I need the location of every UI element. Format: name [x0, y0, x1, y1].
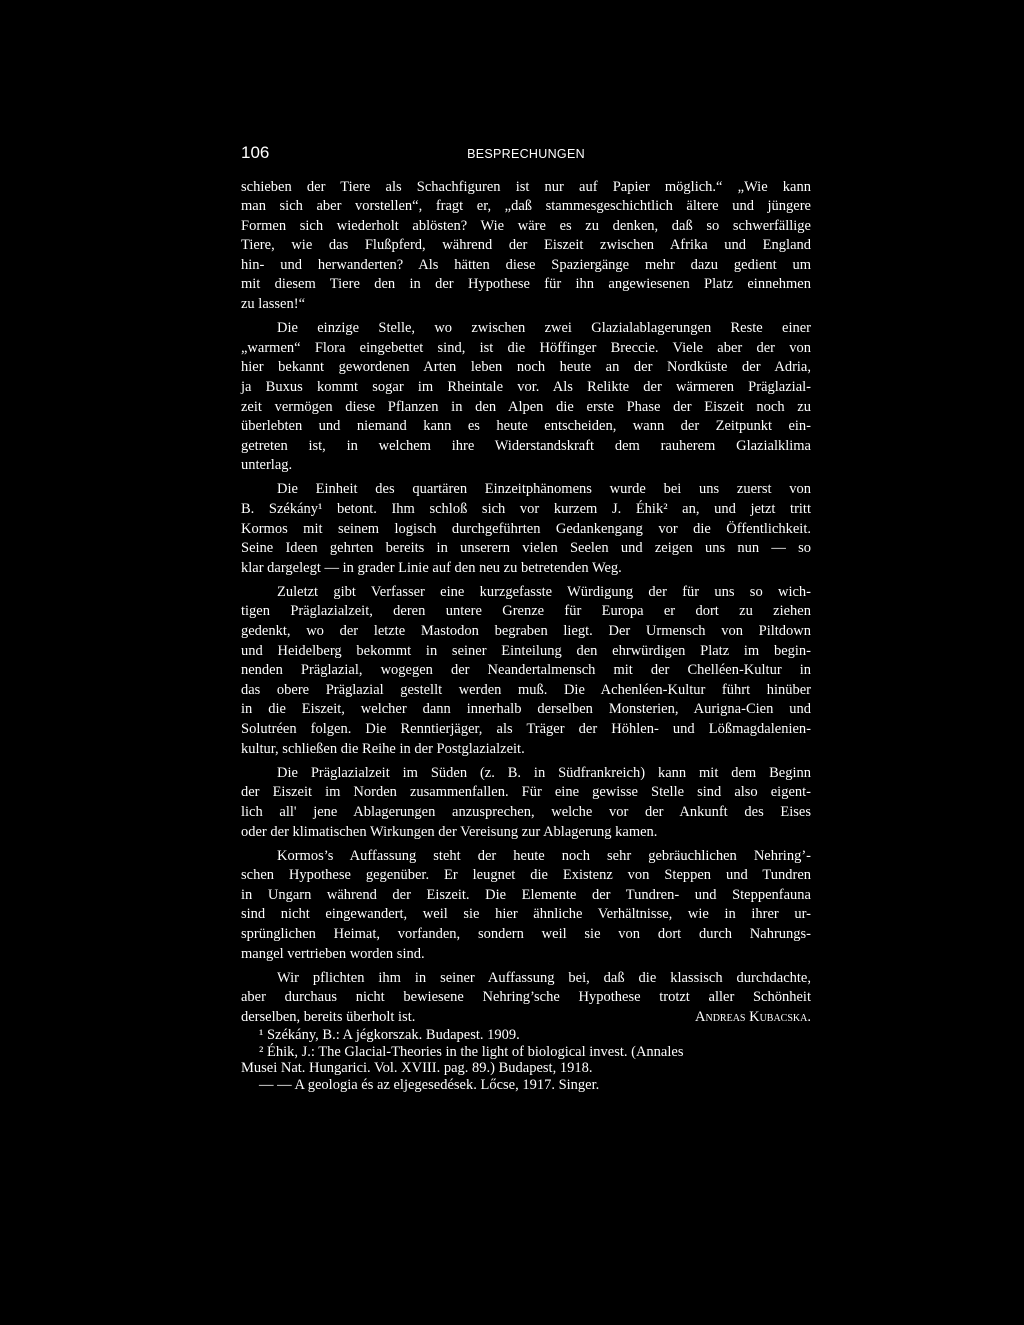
text-line: überlebten und niemand kann es heute entscheiden, wann der Zeitpunkt ein- — [241, 418, 811, 435]
text-line: klar dargelegt — in grader Linie auf den neu zu betretenden Weg. — [241, 559, 622, 576]
text-line: schen Hypothese gegenüber. Er leugnet die Existenz von Steppen und Tundren — [241, 867, 811, 884]
text-line: mit diesem Tiere den in der Hypothese für ihn angewiesenen Platz einnehmen — [241, 276, 811, 293]
text-line: Solutréen folgen. Die Renntierjäger, als Träger der Höhlen- und Lößmagdalenien- — [241, 721, 811, 738]
text-line: zu lassen!“ — [241, 296, 306, 313]
text-line: hier bekannt gewordenen Arten leben noch heute an der Nordküste der Adria, — [241, 359, 811, 376]
body-text — [241, 177, 811, 1027]
paragraph-4 — [241, 583, 811, 759]
text-line: Tiere, wie das Flußpferd, während der Eiszeit zwischen Afrika und England — [241, 237, 811, 254]
text-line: in die Eiszeit, welcher dann innerhalb derselben Monsterien, Aurigna-Cien und — [241, 701, 811, 718]
text-line — [241, 1008, 811, 1028]
footnote-2: ² Éhik, J.: The Glacial-Theories in the light of biological invest. (Annales — [259, 1043, 684, 1060]
footnotes — [241, 1027, 811, 1093]
paragraph-2 — [241, 319, 811, 476]
text-line: tigen Präglazialzeit, deren untere Grenze für Europa er dort zu ziehen — [241, 603, 811, 620]
footnote-2-cont: Musei Nat. Hungarici. Vol. XVIII. pag. 89.) Budapest, 1918. — [241, 1060, 593, 1077]
text-line: B. Székány¹ betont. Ihm schloß sich vor kurzem J. Éhik² an, und jetzt tritt — [241, 501, 811, 517]
text-line: „warmen“ Flora eingebettet sind, ist die Höffinger Breccie. Viele aber der von — [241, 339, 811, 356]
text-line: oder der klimatischen Wirkungen der Vereisung zur Ablagerung kamen. — [241, 823, 658, 840]
paragraph-7 — [241, 969, 811, 1028]
text-line: Die Einheit des quartären Einzeitphänomens wurde bei uns zuerst von — [277, 481, 811, 498]
author-signature: Andreas Kubacska. — [695, 1008, 811, 1025]
paragraph-5 — [241, 764, 811, 842]
text-line: der Eiszeit im Norden zusammenfallen. Für eine gewisse Stelle sind also eigent- — [241, 784, 811, 801]
text-line: mangel vertrieben worden sind. — [241, 945, 425, 962]
text-line: ja Buxus kommt sogar im Rheintale vor. Als Relikte der wärmeren Präglazial- — [241, 378, 811, 395]
text-line: zeit vermögen diese Pflanzen in den Alpen die erste Phase der Eiszeit noch zu — [241, 398, 811, 415]
text-line: sind nicht eingewandert, weil sie hier ähnliche Verhältnisse, wie in ihrer ur- — [241, 906, 811, 923]
text-line: Seine Ideen gehrten bereits in unserern vielen Seelen und zeigen uns nun — so — [241, 540, 811, 557]
text-line: Die einzige Stelle, wo zwischen zwei Glazialablagerungen Reste einer — [277, 320, 811, 337]
paragraph-6 — [241, 847, 811, 965]
page-number: 106 — [241, 143, 270, 162]
text-line: getreten ist, in welchem ihre Widerstandskraft dem rauherem Glazialklima — [241, 437, 811, 454]
text-line: Formen sich wiederholt ablösten? Wie wäre es zu denken, daß so schwerfällige — [241, 217, 811, 234]
text-line: nenden Präglazial, wogegen der Neandertalmensch mit der Chelléen-Kultur in — [241, 662, 811, 679]
text-line: kultur, schließen die Reihe in der Postglazialzeit. — [241, 740, 525, 757]
text-line: und Heidelberg bekommt in seiner Einteilung den ehrwürdigen Platz im begin- — [241, 642, 811, 659]
page-header — [241, 143, 811, 167]
text-line: Die Präglazialzeit im Süden (z. B. in Südfrankreich) kann mit dem Beginn — [277, 764, 811, 781]
text-line: aber durchaus nicht bewiesene Nehring’sche Hypothese trotzt aller Schönheit — [241, 989, 811, 1006]
text-line: Wir pflichten ihm in seiner Auffassung bei, daß die klassisch durchdachte, — [277, 969, 811, 986]
text-line: man sich aber vorstellen“, fragt er, „daß stammesgeschichtlich ältere und jüngere — [241, 198, 811, 215]
text-line: sprünglichen Heimat, vorfanden, sondern weil sie von dort durch Nahrungs- — [241, 925, 811, 942]
text-line: lich all' jene Ablagerungen anzusprechen, welche vor der Ankunft des Eises — [241, 803, 811, 820]
paragraph-3 — [241, 480, 811, 578]
closing-text: derselben, bereits überholt ist. — [241, 1008, 416, 1025]
text-line: Kormos mit seinem logisch durchgeführten Gedankengang vor die Öffentlichkeit. — [241, 520, 811, 537]
text-line: unterlag. — [241, 457, 293, 474]
paragraph-1 — [241, 178, 811, 315]
text-line: Kormos’s Auffassung steht der heute noch sehr gebräuchlichen Nehring’- — [277, 847, 811, 864]
text-line: hin- und herwanderten? Als hätten diese Spaziergänge mehr dazu gedient um — [241, 256, 811, 273]
text-line: gedenkt, wo der letzte Mastodon begraben liegt. Der Urmensch von Piltdown — [241, 623, 811, 640]
running-head: BESPRECHUNGEN — [467, 147, 585, 161]
text-line: schieben der Tiere als Schachfiguren ist nur auf Papier möglich.“ „Wie kann — [241, 178, 811, 195]
text-line: in Ungarn während der Eiszeit. Die Elemente der Tundren- und Steppenfauna — [241, 886, 811, 903]
text-line: Zuletzt gibt Verfasser eine kurzgefasste Würdigung der für uns so wich- — [277, 583, 811, 600]
text-line: das obere Präglazial gestellt werden muß. Die Achenléen-Kultur führt hinüber — [241, 681, 811, 698]
footnote-3: — — A geologia és az eljegesedések. Lőcse, 1917. Singer. — [259, 1076, 600, 1093]
footnote-1: ¹ Székány, B.: A jégkorszak. Budapest. 1909. — [259, 1027, 520, 1043]
